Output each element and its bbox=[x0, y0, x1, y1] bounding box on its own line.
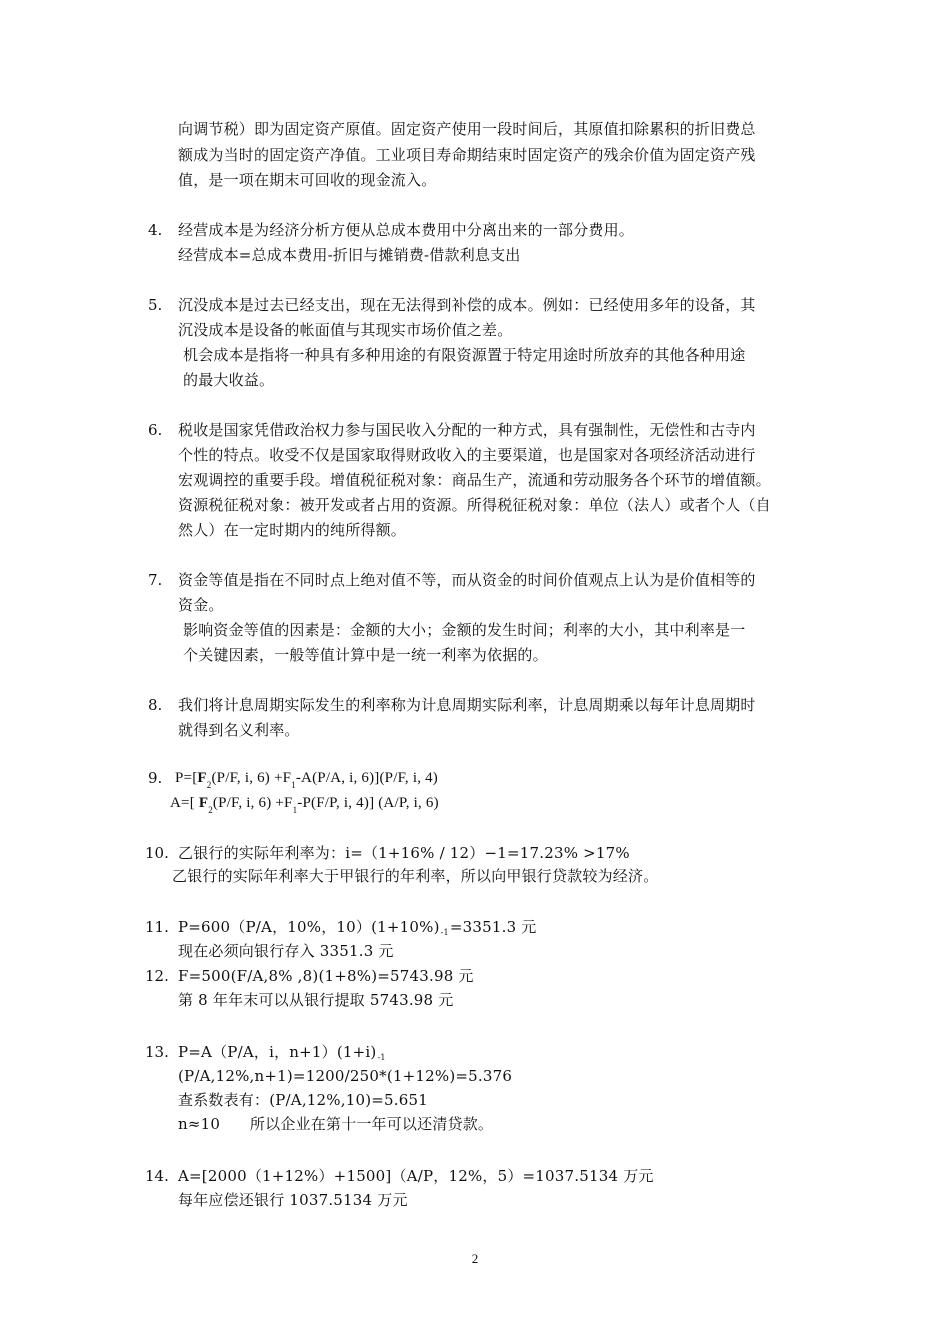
item-number-8: 8. bbox=[148, 696, 163, 714]
paragraph-line: 我们将计息周期实际发生的利率称为计息周期实际利率，计息周期乘以每年计息周期时 bbox=[178, 696, 756, 714]
item-number-13: 13. bbox=[145, 1043, 169, 1061]
paragraph-line: 影响资金等值的因素是：金额的大小；金额的发生时间；利率的大小，其中利率是一 bbox=[183, 621, 746, 639]
paragraph-line: 资源税征税对象：被开发或者占用的资源。所得税征税对象：单位（法人）或者个人（自 bbox=[178, 496, 771, 514]
paragraph-line: 个性的特点。收受不仅是国家取得财政收入的主要渠道，也是国家对各项经济活动进行 bbox=[178, 446, 756, 464]
paragraph-line: 向调节税）即为固定资产原值。固定资产使用一段时间后，其原值扣除累积的折旧费总 bbox=[178, 120, 756, 138]
paragraph-line: 宏观调控的重要手段。增值税征税对象：商品生产，流通和劳动服务各个环节的增值额。 bbox=[178, 471, 771, 489]
paragraph-line: 机会成本是指将一种具有多种用途的有限资源置于特定用途时所放弃的其他各种用途 bbox=[183, 346, 746, 364]
item-number-11: 11. bbox=[145, 918, 169, 936]
paragraph-line: 额成为当时的固定资产净值。工业项目寿命期结束时固定资产的残余价值为固定资产残 bbox=[178, 146, 756, 164]
paragraph-line: 沉没成本是过去已经支出，现在无法得到补偿的成本。例如：已经使用多年的设备，其 bbox=[178, 296, 756, 314]
item-number-9: 9. bbox=[148, 769, 163, 787]
paragraph-line: 第 8 年年末可以从银行提取 5743.98 元 bbox=[178, 991, 454, 1009]
paragraph-line: 的最大收益。 bbox=[183, 371, 275, 389]
item-number-5: 5. bbox=[148, 296, 163, 314]
formula-line: P=600（P/A，10%，$10)(1+10\%)_{-1}=3351.3$ 元 bbox=[178, 918, 537, 937]
paragraph-line: 乙银行的实际年利率为：i=（1+16% / 12）−1=17.23% >17% bbox=[178, 844, 630, 862]
paragraph-line: n≈10 所以企业在第十一年可以还清贷款。 bbox=[178, 1115, 494, 1133]
item-number-4: 4. bbox=[148, 221, 163, 239]
paragraph-line: 个关键因素，一般等值计算中是一统一利率为依据的。 bbox=[183, 646, 548, 664]
paragraph-line: 经营成本是为经济分析方便从总成本费用中分离出来的一部分费用。 bbox=[178, 221, 635, 239]
page-number: 2 bbox=[471, 1251, 479, 1266]
item-number-10: 10. bbox=[145, 844, 169, 862]
paragraph-line: 值，是一项在期末可回收的现金流入。 bbox=[178, 171, 437, 189]
paragraph-line: 税收是国家凭借政治权力参与国民收入分配的一种方式，具有强制性，无偿性和古寺内 bbox=[178, 421, 756, 439]
paragraph-line: 乙银行的实际年利率大于甲银行的年利率，所以向甲银行贷款较为经济。 bbox=[172, 867, 659, 885]
formula-a: A=[ $F_2(P/F$, i, $6) +F_1-P(F/P$, i, 4)] (A/P, i, 6) bbox=[170, 795, 439, 815]
formula-p: $P=[F_2(P/F$, i, $6) +F_1-A(P/A$, i, 6)](P/F, i, 4) bbox=[175, 770, 438, 790]
paragraph-line: 资金。 bbox=[178, 596, 224, 614]
item-number-14: 14. bbox=[145, 1167, 169, 1185]
item-number-7: 7. bbox=[148, 571, 163, 589]
paragraph-line: 每年应偿还银行 1037.5134 万元 bbox=[178, 1191, 408, 1209]
item-number-12: 12. bbox=[145, 967, 169, 985]
paragraph-line: 资金等值是指在不同时点上绝对值不等，而从资金的时间价值观点上认为是价值相等的 bbox=[178, 571, 756, 589]
paragraph-line: 然人）在一定时期内的纯所得额。 bbox=[178, 521, 407, 539]
paragraph-line: 查系数表有：(P/A,12%,10)=5.651 bbox=[178, 1091, 428, 1109]
formula-line: P=A（P/A，i，$n+1)(1+i)_{-1}$ bbox=[178, 1043, 386, 1062]
paragraph-line: 就得到名义利率。 bbox=[178, 721, 300, 739]
paragraph-line: 现在必须向银行存入 3351.3 元 bbox=[178, 942, 394, 960]
formula-line: F=500(F/A,8% ,8)(1+8%)=5743.98 元 bbox=[178, 967, 474, 985]
item-number-6: 6. bbox=[148, 421, 163, 439]
paragraph-line: 沉没成本是设备的帐面值与其现实市场价值之差。 bbox=[178, 321, 513, 339]
formula-line: (P/A,12%,n+1)=1200/250*(1+12%)=5.376 bbox=[178, 1067, 513, 1085]
formula-line: A=[2000（1+12%）+1500]（A/P，12%，5）=1037.5134 万元 bbox=[178, 1167, 654, 1185]
paragraph-line: 经营成本=总成本费用-折旧与摊销费-借款利息支出 bbox=[178, 246, 521, 264]
